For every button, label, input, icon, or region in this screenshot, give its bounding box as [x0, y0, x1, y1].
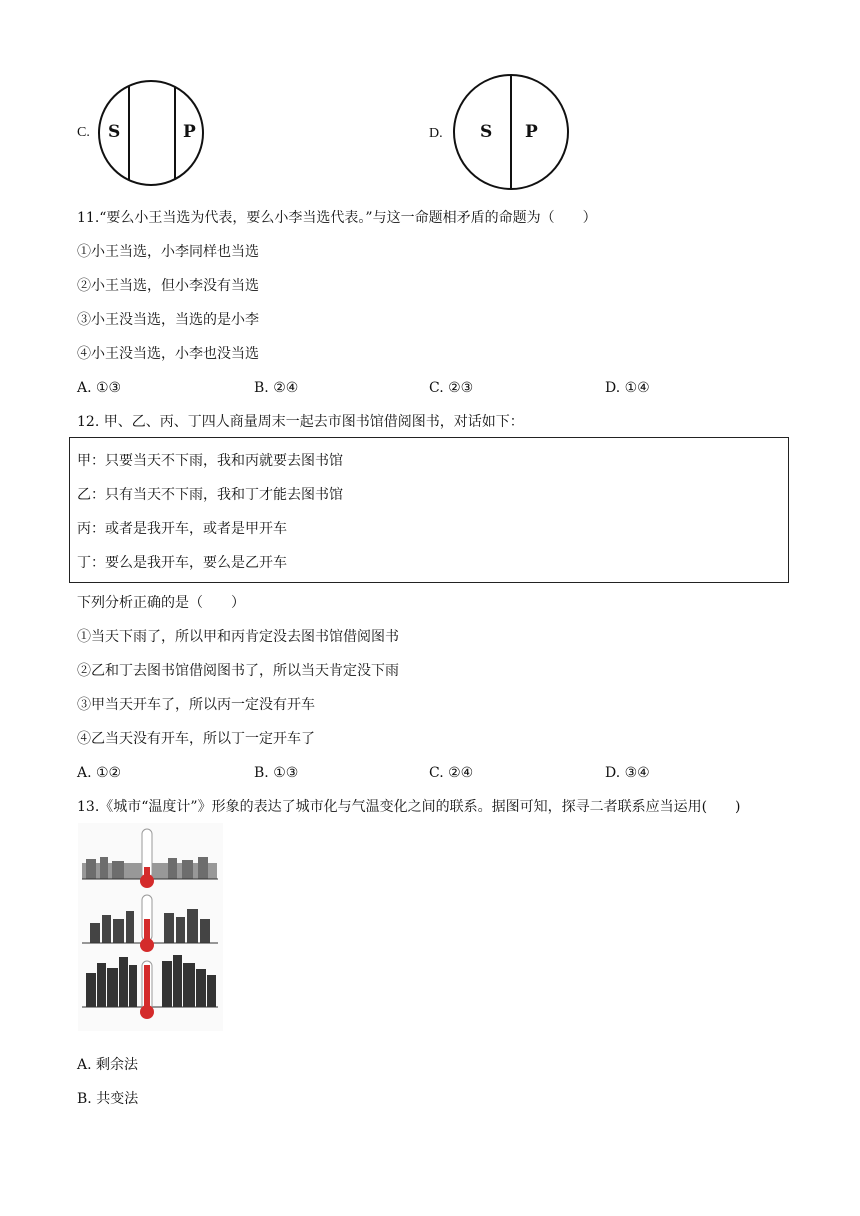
- venn-diagram-d: [451, 72, 571, 192]
- venn-d-s-label: S: [480, 122, 493, 142]
- city-thermometer-figure: [78, 823, 223, 1031]
- q11-item-1: ①小王当选，小李同样也当选: [77, 244, 259, 260]
- q11-item-4: ④小王没当选，小李也没当选: [77, 346, 259, 362]
- venn-c-p-label: P: [183, 122, 196, 142]
- option-d-label: D.: [429, 126, 443, 141]
- q12-stem: 12. 甲、乙、丙、丁四人商量周末一起去市图书馆借阅图书，对话如下：: [77, 414, 524, 430]
- q12-item-2: ②乙和丁去图书馆借阅图书了，所以当天肯定没下雨: [77, 663, 399, 679]
- dialog-line-yi: 乙：只有当天不下雨，我和丁才能去图书馆: [77, 487, 343, 503]
- q11-choice-d: D. ①④: [605, 380, 650, 396]
- q11-choice-b: B. ②④: [254, 380, 299, 396]
- q12-choice-b: B. ①③: [254, 765, 299, 781]
- dialog-line-jia: 甲：只要当天不下雨，我和丙就要去图书馆: [77, 453, 343, 469]
- q12-item-1: ①当天下雨了，所以甲和丙肯定没去图书馆借阅图书: [77, 629, 399, 645]
- dialog-line-bing: 丙：或者是我开车，或者是甲开车: [77, 521, 287, 537]
- q11-choice-a: A. ①③: [77, 380, 122, 396]
- q11-stem: 11.“要么小王当选为代表，要么小李当选代表。”与这一命题相矛盾的命题为（ ）: [77, 210, 597, 226]
- venn-d-p-label: P: [525, 122, 538, 142]
- q12-item-3: ③甲当天开车了，所以丙一定没有开车: [77, 697, 315, 713]
- q13-choice-a: A. 剩余法: [77, 1057, 139, 1073]
- q11-choice-c: C. ②③: [429, 380, 474, 396]
- q11-item-3: ③小王没当选，当选的是小李: [77, 312, 259, 328]
- q12-item-4: ④乙当天没有开车，所以丁一定开车了: [77, 731, 315, 747]
- q13-stem: 13.《城市“温度计”》形象的表达了城市化与气温变化之间的联系。据图可知，探寻二者联系应当运用( ): [77, 799, 741, 815]
- q12-choice-a: A. ①②: [77, 765, 122, 781]
- option-c-label: C.: [77, 125, 90, 140]
- q11-item-2: ②小王当选，但小李没有当选: [77, 278, 259, 294]
- dialog-line-ding: 丁：要么是我开车，要么是乙开车: [77, 555, 287, 571]
- q12-choice-d: D. ③④: [605, 765, 650, 781]
- q12-choice-c: C. ②④: [429, 765, 474, 781]
- q13-choice-b: B. 共变法: [77, 1091, 139, 1107]
- q12-prompt: 下列分析正确的是（ ）: [77, 595, 245, 611]
- venn-c-s-label: S: [108, 122, 121, 142]
